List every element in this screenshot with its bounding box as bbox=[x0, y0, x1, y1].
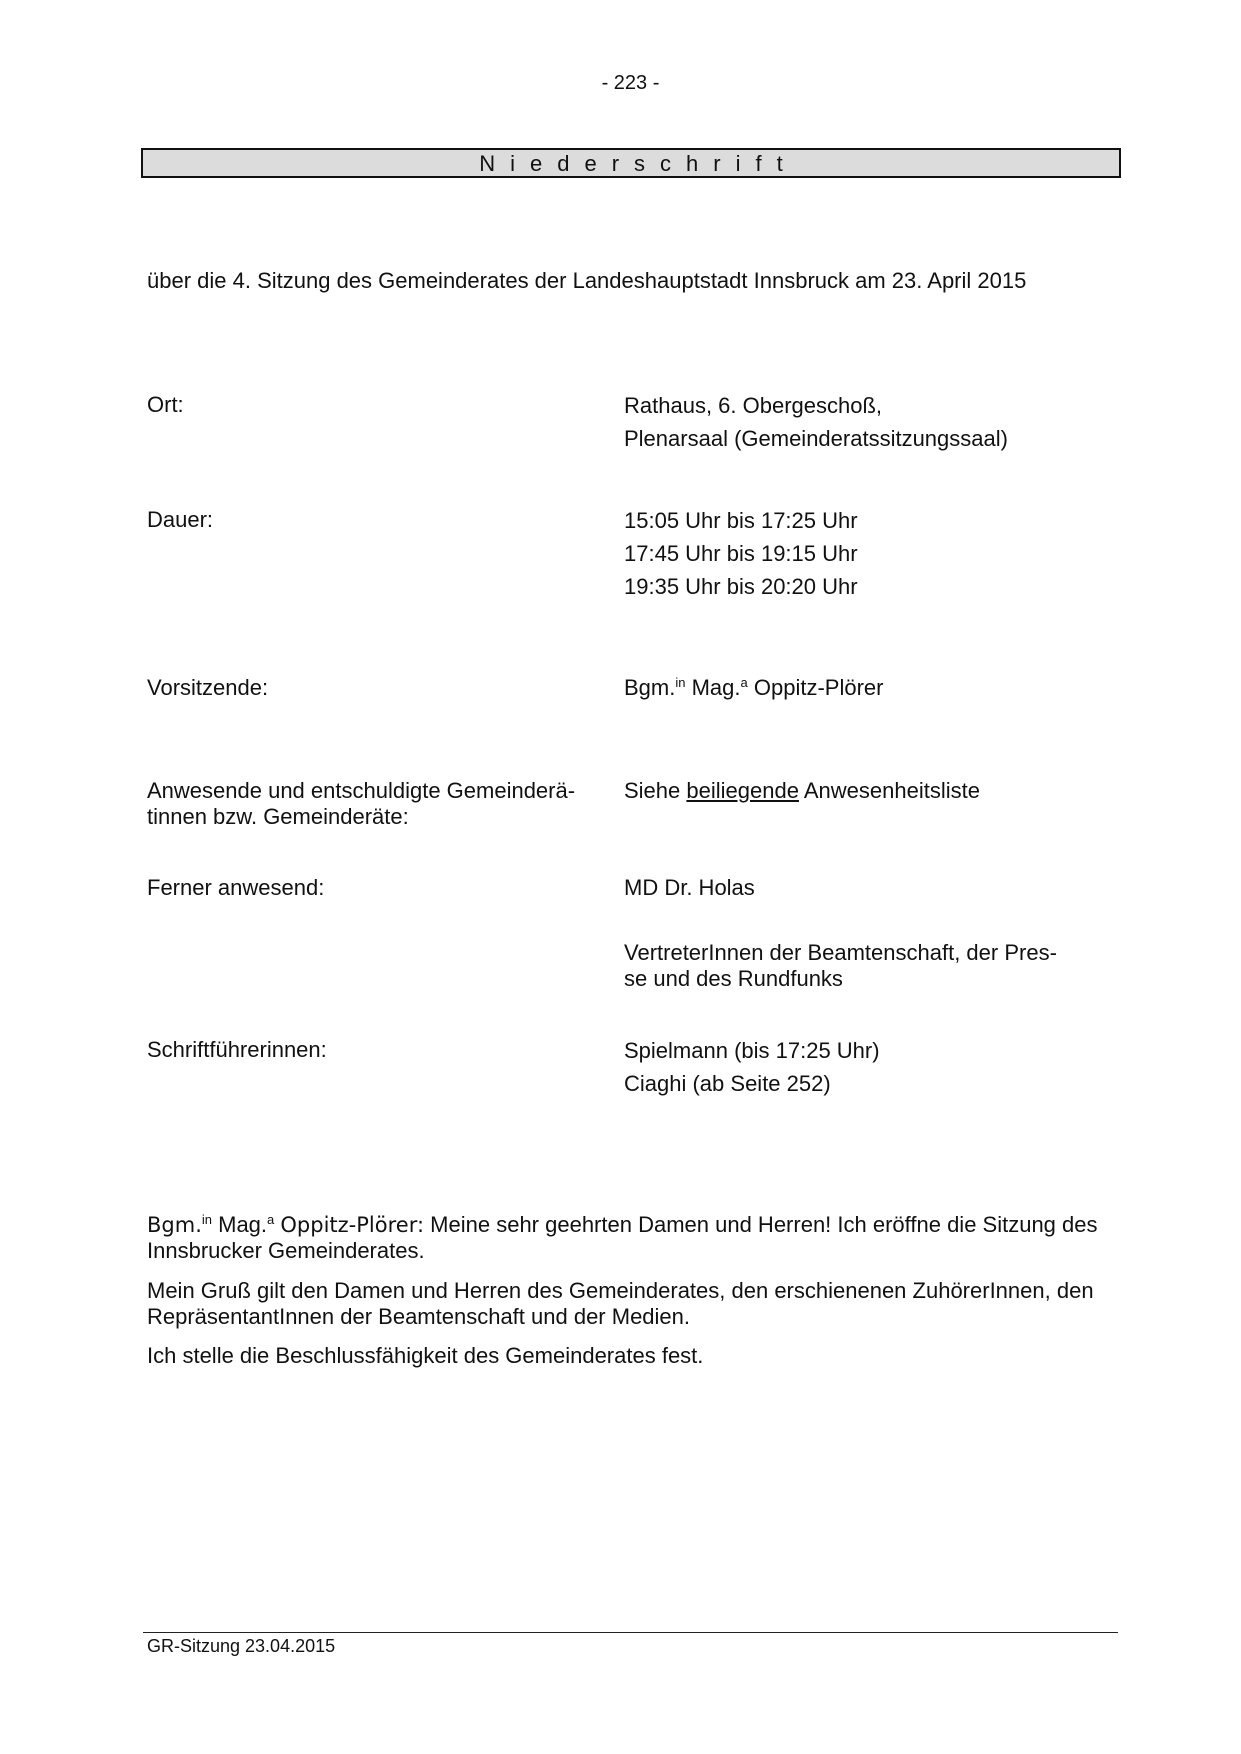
also-present-line2: VertreterInnen der Beamtenschaft, der Pres-se und des Rundfunks bbox=[624, 940, 1057, 991]
recorders-value bbox=[624, 1034, 1094, 1100]
duration-label: Dauer: bbox=[147, 507, 214, 532]
page-number: - 223 - bbox=[601, 72, 660, 94]
attendees-prefix: Siehe bbox=[624, 778, 681, 803]
also-present-line1: MD Dr. Holas bbox=[624, 875, 755, 900]
chair-label: Vorsitzende: bbox=[147, 675, 269, 700]
duration-line: 19:35 Uhr bis 20:20 Uhr bbox=[624, 574, 858, 599]
location-line: Rathaus, 6. Obergeschoß, bbox=[624, 393, 883, 418]
chair-title-mag-sup: a bbox=[740, 675, 748, 690]
speech-text-1: Meine sehr geehrten Damen und Herren! Ich eröffne die Sitzung des Innsbrucker Gemeinderates. bbox=[147, 1212, 1098, 1263]
location-label: Ort: bbox=[147, 392, 184, 417]
speaker-title-mag: Mag. bbox=[218, 1212, 268, 1237]
speaker-title-bgm: Bgm. bbox=[147, 1213, 202, 1237]
attendees-value bbox=[624, 778, 1094, 804]
recorder-line: Ciaghi (ab Seite 252) bbox=[624, 1071, 831, 1096]
recorders-label: Schriftführerinnen: bbox=[147, 1037, 327, 1062]
duration-value bbox=[624, 504, 1094, 603]
chair-name: Oppitz-Plörer bbox=[753, 675, 884, 700]
recorder-line: Spielmann (bis 17:25 Uhr) bbox=[624, 1038, 880, 1063]
also-present-label: Ferner anwesend: bbox=[147, 875, 325, 900]
document-title: Niederschrift bbox=[141, 148, 1121, 178]
chair-value bbox=[624, 675, 1094, 701]
speech-paragraph-1 bbox=[147, 1212, 1107, 1264]
intro-text: über die 4. Sitzung des Gemeinderates der Landeshauptstadt Innsbruck am 23. April 2015 bbox=[147, 268, 1027, 293]
speech-paragraph-3: Ich stelle die Beschlussfähigkeit des Gemeinderates fest. bbox=[147, 1343, 704, 1368]
speaker-title-bgm-sup: in bbox=[201, 1212, 212, 1227]
location-line: Plenarsaal (Gemeinderatssitzungssaal) bbox=[624, 426, 1008, 451]
speaker-name: Oppitz-Plörer: bbox=[280, 1213, 425, 1237]
location-value bbox=[624, 389, 1094, 455]
footer-text: GR-Sitzung 23.04.2015 bbox=[147, 1636, 336, 1656]
chair-title-mag: Mag. bbox=[691, 675, 741, 700]
speaker-title-mag-sup: a bbox=[267, 1212, 275, 1227]
attendees-suffix: Anwesenheitsliste bbox=[803, 778, 980, 803]
duration-line: 17:45 Uhr bis 19:15 Uhr bbox=[624, 541, 858, 566]
footer-divider bbox=[143, 1632, 1118, 1633]
chair-title-bgm: Bgm. bbox=[624, 675, 676, 700]
duration-line: 15:05 Uhr bis 17:25 Uhr bbox=[624, 508, 858, 533]
chair-title-bgm-sup: in bbox=[675, 675, 686, 690]
attendees-label: Anwesende und entschuldigte Gemeinderä-tinnen bzw. Gemeinderäte: bbox=[147, 778, 576, 829]
attendees-underlined: beiliegende bbox=[686, 778, 799, 803]
speech-paragraph-2: Mein Gruß gilt den Damen und Herren des Gemeinderates, den erschienenen ZuhörerInnen, den RepräsentantInnen der Beamtenschaft und der Medien. bbox=[147, 1278, 1094, 1329]
